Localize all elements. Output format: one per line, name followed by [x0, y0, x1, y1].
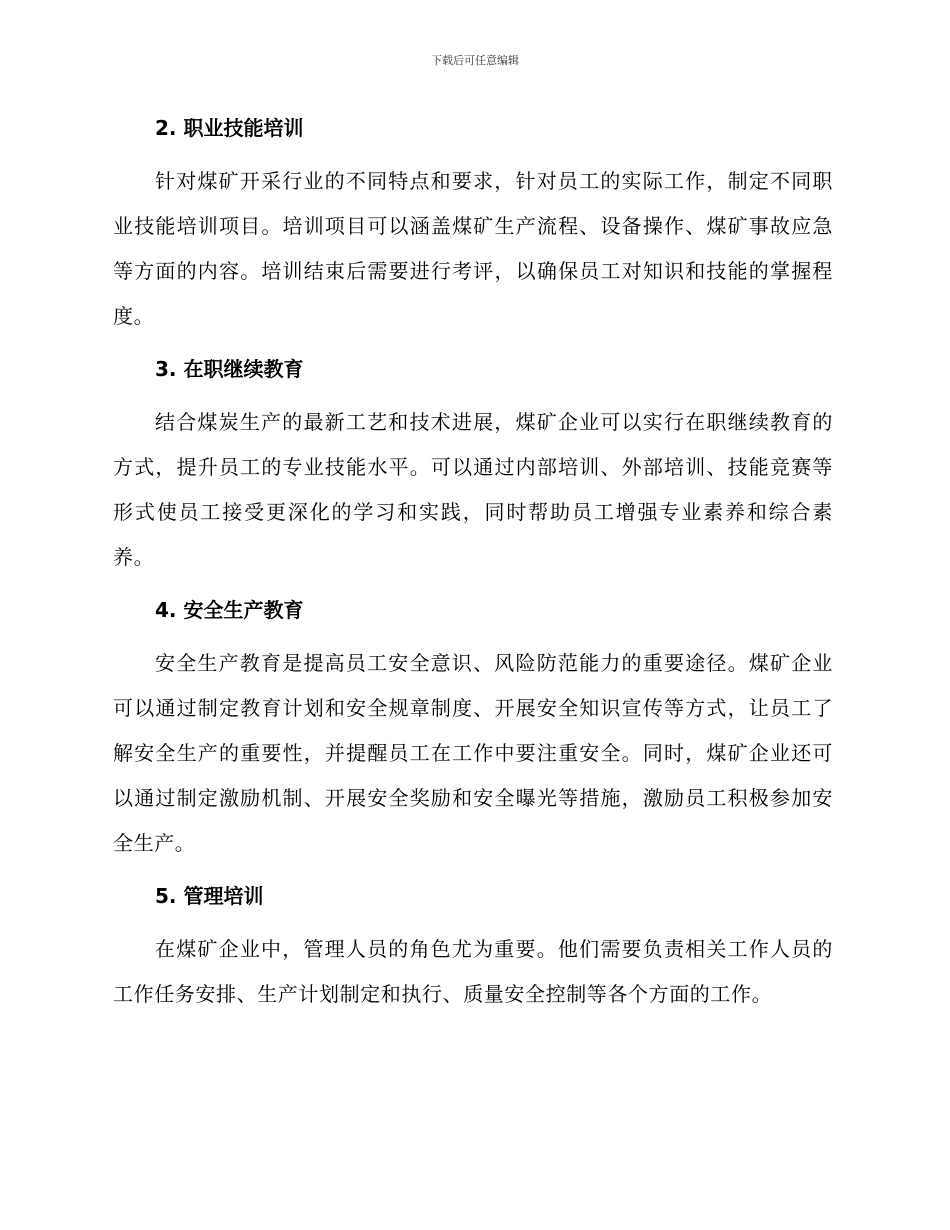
section-management-training	[113, 876, 833, 1017]
document-body	[113, 108, 833, 1027]
section-heading: 4. 安全生产教育	[155, 598, 304, 622]
section-paragraph: 安全生产教育是提高员工安全意识、风险防范能力的重要途径。煤矿企业可以通过制定教育计划和安全规章制度、开展安全知识宣传等方式，让员工了解安全生产的重要性，并提醒员工在工作中要注重安全。同时，煤矿企业还可以通过制定激励机制、开展安全奖励和安全曝光等措施，激励员工积极参加安全生产。	[113, 651, 833, 855]
section-heading: 3. 在职继续教育	[155, 357, 304, 381]
section-heading: 5. 管理培训	[155, 884, 264, 908]
section-heading: 2. 职业技能培训	[155, 116, 304, 140]
section-vocational-skills-training	[113, 108, 833, 339]
page-header: 下载后可任意编辑	[431, 54, 519, 67]
section-paragraph: 针对煤矿开采行业的不同特点和要求，针对员工的实际工作，制定不同职业技能培训项目。培训项目可以涵盖煤矿生产流程、设备操作、煤矿事故应急等方面的内容。培训结束后需要进行考评，以确保员工对知识和技能的掌握程度。	[113, 169, 833, 328]
section-paragraph: 在煤矿企业中，管理人员的角色尤为重要。他们需要负责相关工作人员的工作任务安排、生产计划制定和执行、质量安全控制等各个方面的工作。	[113, 937, 833, 1006]
section-continuing-education	[113, 349, 833, 580]
section-paragraph: 结合煤炭生产的最新工艺和技术进展，煤矿企业可以实行在职继续教育的方式，提升员工的专业技能水平。可以通过内部培训、外部培训、技能竞赛等形式使员工接受更深化的学习和实践，同时帮助员工增强专业素养和综合素养。	[113, 410, 833, 569]
section-safety-education	[113, 590, 833, 866]
